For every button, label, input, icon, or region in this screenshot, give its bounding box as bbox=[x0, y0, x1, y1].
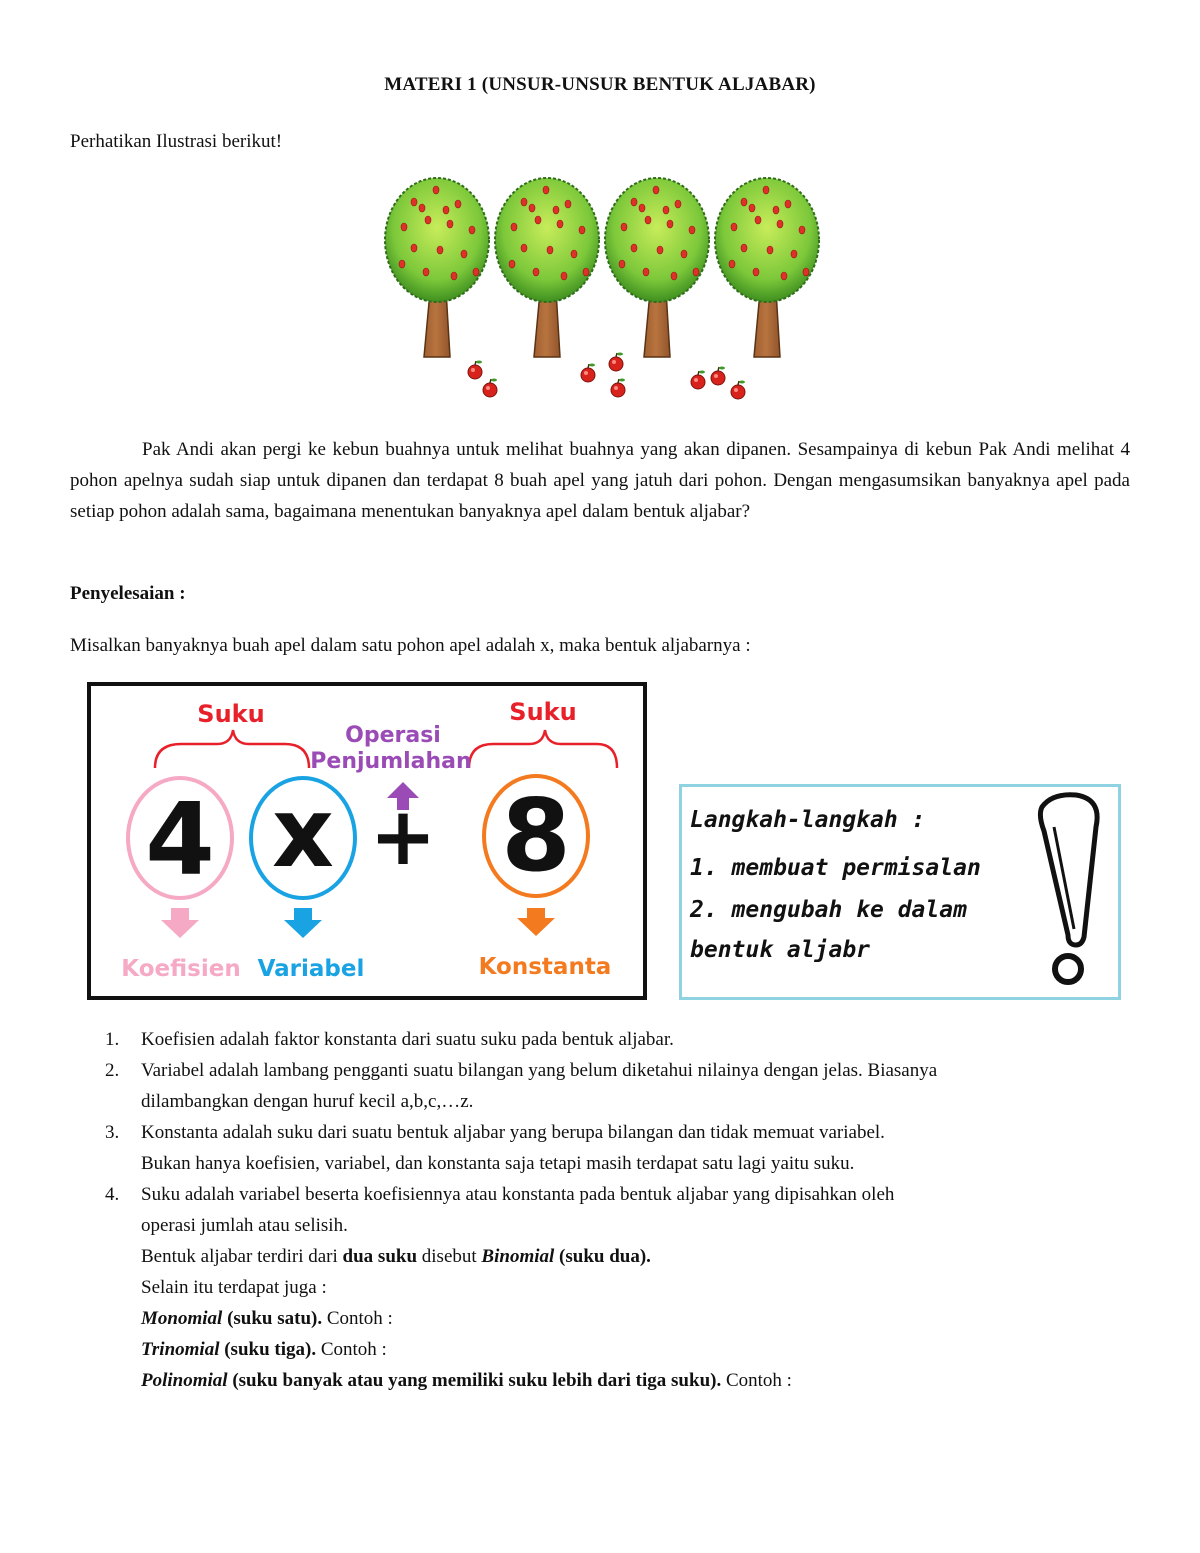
apple-trees-illustration bbox=[380, 168, 840, 413]
story-paragraph: Pak Andi akan pergi ke kebun buahnya untuk melihat buahnya yang akan dipanen. Sesampainya di kebun Pak Andi melihat 4 pohon apelnya sudah siap untuk dipanen dan terdapat 8 buah apel yang jatuh dari pohon. Dengan mengasumsikan banyaknya apel pada setiap pohon adalah sama, bagaimana menentukan banyaknya apel dalam bentuk aljabar? bbox=[70, 439, 1130, 522]
binomial-term: Binomial bbox=[481, 1246, 555, 1267]
blue-down-arrow-icon bbox=[284, 908, 322, 938]
binomial-line bbox=[141, 1241, 1145, 1272]
list-item bbox=[105, 1055, 1145, 1117]
list-item bbox=[105, 1117, 1145, 1179]
koefisien-label: Koefisien bbox=[121, 956, 241, 982]
suku-right-label: Suku bbox=[509, 698, 577, 726]
constant-value: 8 bbox=[501, 777, 571, 894]
list-number: 3. bbox=[105, 1122, 120, 1143]
item-konstanta-line1: Konstanta adalah suku dari suatu bentuk aljabar yang berupa bilangan dan tidak memuat variabel. bbox=[141, 1122, 885, 1143]
monomial-line bbox=[141, 1303, 1145, 1334]
exclamation-icon bbox=[1040, 795, 1097, 982]
binomial-post: (suku dua). bbox=[554, 1246, 651, 1267]
trinomial-desc: (suku tiga). bbox=[219, 1339, 317, 1360]
operator-plus: + bbox=[369, 790, 437, 883]
binomial-pre: Bentuk aljabar terdiri dari bbox=[141, 1246, 343, 1267]
step-3: bentuk aljabr bbox=[690, 937, 871, 963]
list-item bbox=[105, 1024, 1145, 1055]
misalkan-text: Misalkan banyaknya buah apel dalam satu pohon apel adalah x, maka bentuk aljabarnya : bbox=[70, 635, 751, 656]
step-1: 1. membuat permisalan bbox=[690, 855, 981, 881]
suku-right-brace bbox=[469, 730, 617, 768]
konstanta-label: Konstanta bbox=[478, 954, 612, 980]
operasi-label-line1: Operasi bbox=[345, 723, 441, 748]
page-title: MATERI 1 (UNSUR-UNSUR BENTUK ALJABAR) bbox=[384, 74, 816, 95]
contoh-label: Contoh : bbox=[322, 1308, 393, 1329]
definitions-list bbox=[105, 1024, 1145, 1396]
orange-down-arrow-icon bbox=[517, 908, 555, 936]
suku-left-label: Suku bbox=[197, 700, 265, 728]
pink-down-arrow-icon bbox=[161, 908, 199, 938]
coefficient-value: 4 bbox=[145, 781, 215, 898]
item-konstanta-line2: Bukan hanya koefisien, variabel, dan konstanta saja tetapi masih terdapat satu lagi yaitu suku. bbox=[141, 1153, 855, 1174]
binomial-mid: disebut bbox=[417, 1246, 482, 1267]
contoh-label: Contoh : bbox=[316, 1339, 387, 1360]
step-2: 2. mengubah ke dalam bbox=[690, 897, 967, 923]
item-suku-line2: operasi jumlah atau selisih. bbox=[141, 1215, 348, 1236]
variabel-label: Variabel bbox=[257, 956, 365, 982]
algebra-diagram bbox=[87, 682, 647, 1000]
item-variabel-line1: Variabel adalah lambang pengganti suatu bilangan yang belum diketahui nilainya dengan jelas. Biasanya bbox=[141, 1060, 938, 1081]
item-suku-line1: Suku adalah variabel beserta koefisiennya atau konstanta pada bentuk aljabar yang dipisahkan oleh bbox=[141, 1184, 895, 1205]
binomial-bold: dua suku bbox=[342, 1246, 418, 1267]
steps-heading: Langkah-langkah : bbox=[690, 807, 926, 833]
intro-text: Perhatikan Ilustrasi berikut! bbox=[70, 131, 283, 152]
operasi-label-line2: Penjumlahan bbox=[310, 749, 472, 774]
solution-heading: Penyelesaian : bbox=[70, 583, 186, 604]
list-number: 1. bbox=[105, 1029, 120, 1050]
polinomial-desc: (suku banyak atau yang memiliki suku lebih dari tiga suku). bbox=[227, 1370, 722, 1391]
steps-box bbox=[679, 784, 1121, 1000]
polinomial-line bbox=[141, 1365, 1145, 1396]
monomial-term: Monomial bbox=[141, 1308, 223, 1329]
list-number: 4. bbox=[105, 1184, 120, 1205]
selain-line: Selain itu terdapat juga : bbox=[141, 1277, 327, 1298]
polinomial-term: Polinomial bbox=[141, 1370, 228, 1391]
item-koefisien: Koefisien adalah faktor konstanta dari suatu suku pada bentuk aljabar. bbox=[141, 1029, 674, 1050]
variable-symbol: x bbox=[272, 777, 334, 889]
trinomial-term: Trinomial bbox=[141, 1339, 220, 1360]
apple-tree-icon bbox=[380, 168, 840, 413]
list-number: 2. bbox=[105, 1060, 120, 1081]
item-variabel-line2: dilambangkan dengan huruf kecil a,b,c,…z. bbox=[141, 1091, 474, 1112]
trinomial-line bbox=[141, 1334, 1145, 1365]
suku-left-brace bbox=[155, 730, 309, 768]
contoh-label: Contoh : bbox=[721, 1370, 792, 1391]
list-item bbox=[105, 1179, 1145, 1396]
monomial-desc: (suku satu). bbox=[222, 1308, 323, 1329]
